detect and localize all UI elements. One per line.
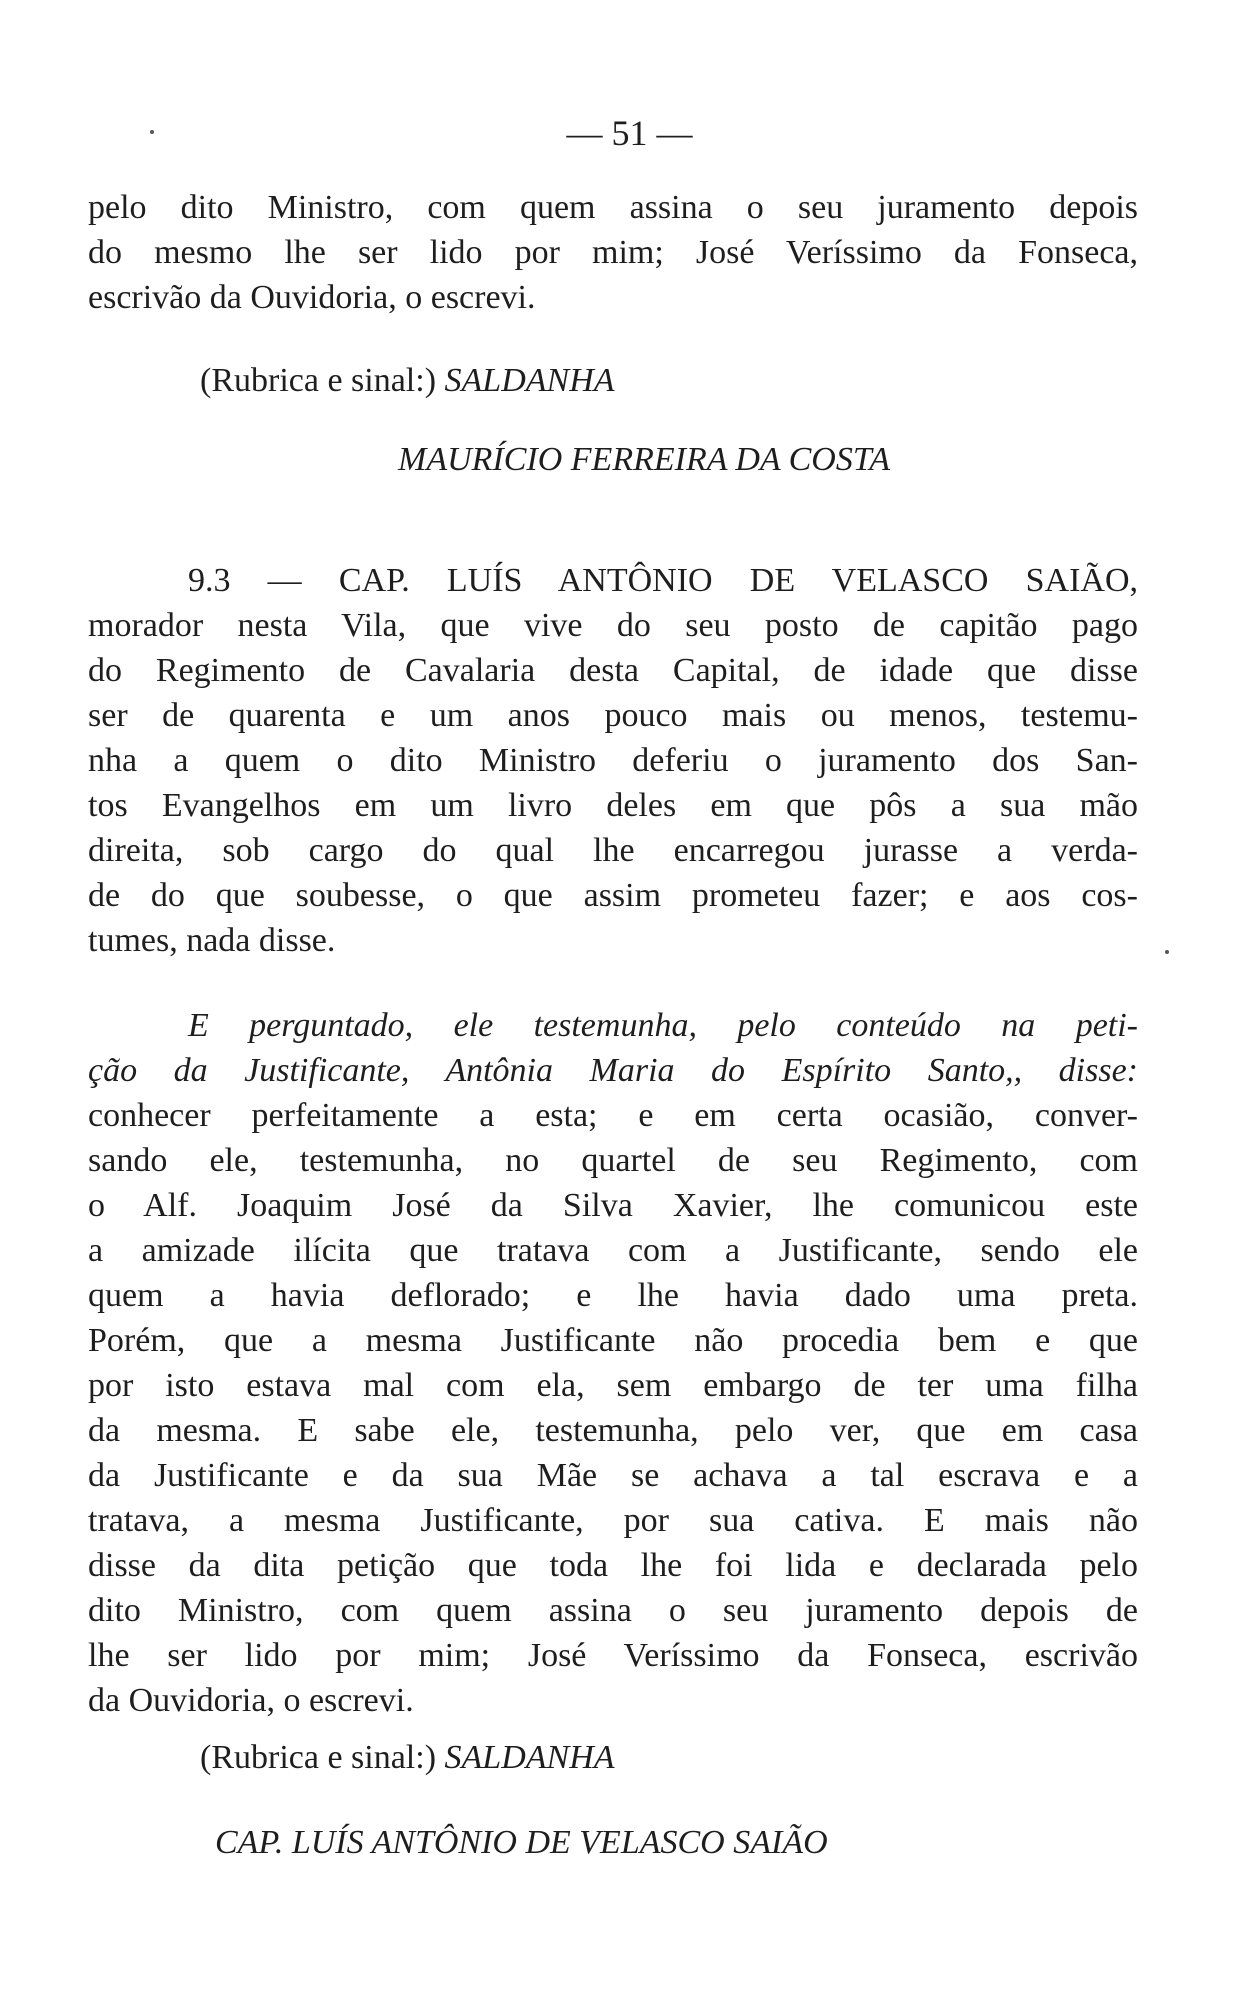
text-line: da mesma. E sabe ele, testemunha, pelo ver, que em casa: [88, 1412, 1138, 1449]
witness-paragraph: [88, 558, 1138, 963]
text-line: lhe ser lido por mim; José Veríssimo da Fonseca, escrivão: [88, 1637, 1138, 1674]
signature-name: SALDANHA: [444, 1739, 615, 1776]
witness-signature-2: CAP. LUÍS ANTÔNIO DE VELASCO SAIÃO: [215, 1824, 828, 1861]
text-line: tumes, nada disse.: [88, 922, 336, 959]
text-line: quem a havia deflorado; e lhe havia dado uma preta.: [88, 1277, 1138, 1314]
text-line: por isto estava mal com ela, sem embargo de ter uma filha: [88, 1367, 1138, 1404]
witness-heading: 9.3 — CAP. LUÍS ANTÔNIO DE VELASCO SAIÃO,: [188, 562, 1138, 599]
text-line: sando ele, testemunha, no quartel de seu Regimento, com: [88, 1142, 1138, 1179]
text-line: tos Evangelhos em um livro deles em que pôs a sua mão: [88, 787, 1138, 824]
testimony-paragraph: [88, 1003, 1138, 1723]
witness-signature-1: MAURÍCIO FERREIRA DA COSTA: [398, 441, 890, 478]
signature-prefix: (Rubrica e sinal:): [200, 1739, 437, 1776]
text-line: escrivão da Ouvidoria, o escrevi.: [88, 279, 536, 316]
text-line: dito Ministro, com quem assina o seu juramento depois de: [88, 1592, 1138, 1629]
page-number: — 51 —: [566, 113, 693, 153]
signature-name: SALDANHA: [444, 362, 615, 399]
signature-line-2: [200, 1735, 615, 1780]
signature-line-1: [200, 358, 615, 403]
text-line: direita, sob cargo do qual lhe encarregou jurasse a verda-: [88, 832, 1138, 869]
text-line: da Ouvidoria, o escrevi.: [88, 1682, 414, 1719]
signature-prefix: (Rubrica e sinal:): [200, 362, 437, 399]
intro-paragraph: [88, 185, 1138, 320]
text-line: ser de quarenta e um anos pouco mais ou menos, testemu-: [88, 697, 1138, 734]
text-line: do Regimento de Cavalaria desta Capital, de idade que disse: [88, 652, 1138, 689]
text-line: tratava, a mesma Justificante, por sua cativa. E mais não: [88, 1502, 1138, 1539]
text-line: da Justificante e da sua Mãe se achava a tal escrava e a: [88, 1457, 1138, 1494]
question-line: ção da Justificante, Antônia Maria do Espírito Santo,, disse:: [88, 1052, 1138, 1089]
text-line: conhecer perfeitamente a esta; e em certa ocasião, conver-: [88, 1097, 1138, 1134]
text-line: a amizade ilícita que tratava com a Justificante, sendo ele: [88, 1232, 1138, 1269]
text-line: o Alf. Joaquim José da Silva Xavier, lhe comunicou este: [88, 1187, 1138, 1224]
text-line: pelo dito Ministro, com quem assina o seu juramento depois: [88, 189, 1138, 226]
text-line: Porém, que a mesma Justificante não procedia bem e que: [88, 1322, 1138, 1359]
question-line: E perguntado, ele testemunha, pelo conteúdo na peti-: [188, 1007, 1138, 1044]
text-line: de do que soubesse, o que assim prometeu fazer; e aos cos-: [88, 877, 1138, 914]
text-line: morador nesta Vila, que vive do seu posto de capitão pago: [88, 607, 1138, 644]
text-line: disse da dita petição que toda lhe foi lida e declarada pelo: [88, 1547, 1138, 1584]
text-line: do mesmo lhe ser lido por mim; José Veríssimo da Fonseca,: [88, 234, 1138, 271]
speck-mark: [1165, 950, 1169, 954]
text-line: nha a quem o dito Ministro deferiu o juramento dos San-: [88, 742, 1138, 779]
